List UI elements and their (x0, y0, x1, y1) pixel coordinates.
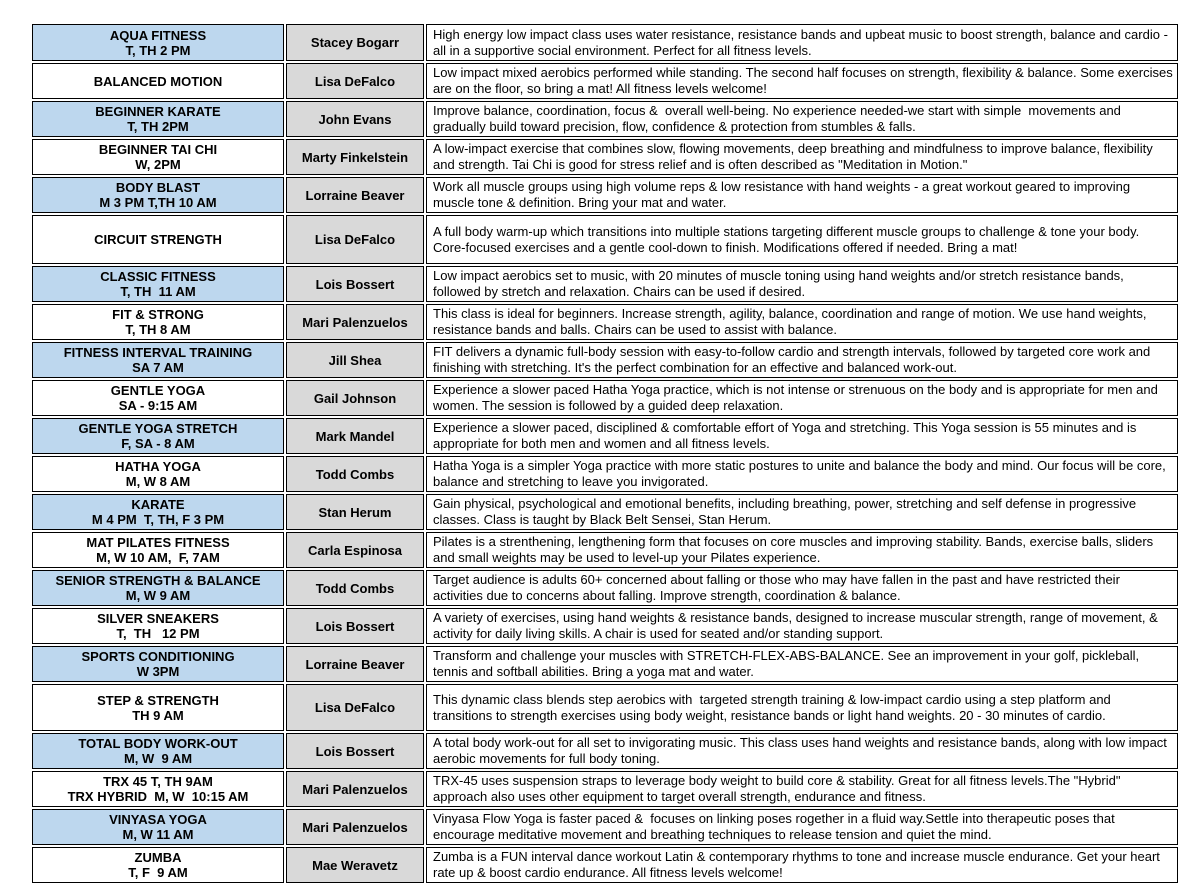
class-schedule: SA - 9:15 AM (118, 398, 198, 413)
description-cell: TRX-45 uses suspension straps to leverage body weight to build core & stability. Great for all fitness levels.The "Hybrid" approach also uses other equipment to target overall strength, endurance and fitness. (426, 771, 1178, 807)
table-row (32, 63, 1178, 99)
class-schedule: TRX HYBRID M, W 10:15 AM (67, 789, 249, 804)
class-schedule: T, TH 11 AM (120, 284, 196, 299)
class-name-cell (32, 733, 284, 769)
class-name: AQUA FITNESS (109, 27, 207, 43)
description-cell: Vinyasa Flow Yoga is faster paced & focuses on linking poses rogether in a fluid way.Settle into therapeutic poses that encourage meditative movement and breathing techniques to release tension and quiet the mind. (426, 809, 1178, 845)
description-cell: FIT delivers a dynamic full-body session with easy-to-follow cardio and strength intervals, followed by targeted core work and finishing with stretching. It's the perfect combination for an effective and balanced work-out. (426, 342, 1178, 378)
description-cell: Low impact mixed aerobics performed while standing. The second half focuses on strength, flexibility & balance. Some exercises are on the floor, so bring a mat! All fitness levels welcome! (426, 63, 1178, 99)
table-row (32, 456, 1178, 492)
class-name-cell (32, 380, 284, 416)
class-schedule: W 3PM (136, 664, 180, 679)
class-schedule: M, W 9 AM (125, 588, 191, 603)
instructor-cell: Mae Weravetz (286, 847, 424, 883)
class-name-cell (32, 177, 284, 213)
table-row (32, 733, 1178, 769)
instructor-cell: Mari Palenzuelos (286, 304, 424, 340)
table-row (32, 494, 1178, 530)
description-cell: Experience a slower paced, disciplined & comfortable effort of Yoga and stretching. This Yoga session is 55 minutes and is appropriate for both men and women and all fitness levels. (426, 418, 1178, 454)
table-row (32, 215, 1178, 264)
description-cell: A variety of exercises, using hand weights & resistance bands, designed to increase muscular strength, range of movement, & activity for daily living skills. A chair is used for seated and/or standing support. (426, 608, 1178, 644)
class-schedule: T, TH 12 PM (116, 626, 200, 641)
table-row (32, 266, 1178, 302)
instructor-cell: Lois Bossert (286, 608, 424, 644)
table-row (32, 380, 1178, 416)
instructor-cell: Lois Bossert (286, 266, 424, 302)
class-name: CLASSIC FITNESS (100, 269, 216, 284)
instructor-cell: Lisa DeFalco (286, 684, 424, 731)
table-row (32, 24, 1178, 61)
class-schedule: W, 2PM (135, 157, 181, 172)
table-row (32, 101, 1178, 137)
description-cell: Work all muscle groups using high volume reps & low resistance with hand weights - a great workout geared to improving muscle tone & definition. Bring your mat and water. (426, 177, 1178, 213)
instructor-cell: Gail Johnson (286, 380, 424, 416)
instructor-cell: Carla Espinosa (286, 532, 424, 568)
class-name-cell (32, 304, 284, 340)
class-name-cell (32, 266, 284, 302)
class-schedule: M, W 9 AM (123, 751, 193, 766)
class-name-cell (32, 101, 284, 137)
description-cell: High energy low impact class uses water resistance, resistance bands and upbeat music to boost strength, balance and cardio - all in a supportive social environment. Perfect for all fitness levels. (426, 24, 1178, 61)
description-cell: Target audience is adults 60+ concerned about falling or those who may have fallen in the past and have restricted their activities due to concerns about falling. Improve strength, coordination & balance. (426, 570, 1178, 606)
instructor-cell: Marty Finkelstein (286, 139, 424, 175)
class-name-cell (32, 24, 284, 61)
class-schedule: M, W 8 AM (125, 474, 191, 489)
description-cell: This class is ideal for beginners. Increase strength, agility, balance, coordination and range of motion. We use hand weights, resistance bands and balls. Chairs can be used to assist with balance. (426, 304, 1178, 340)
class-name-cell (32, 771, 284, 807)
class-name: STEP & STRENGTH (97, 692, 219, 708)
table-row (32, 847, 1178, 883)
instructor-cell: Lisa DeFalco (286, 63, 424, 99)
class-schedule: SA 7 AM (132, 360, 184, 375)
description-cell: Gain physical, psychological and emotional benefits, including breathing, power, stretching and self defense in progressive classes. Class is taught by Black Belt Sensei, Stan Herum. (426, 494, 1178, 530)
class-name: GENTLE YOGA (110, 383, 206, 398)
instructor-cell: Lorraine Beaver (286, 646, 424, 682)
description-cell: This dynamic class blends step aerobics with targeted strength training & low-impact cardio using a step platform and transitions to strength exercises using body weight, resistance bands or light hand weights. 20 - 30 minutes of cardio. (426, 684, 1178, 731)
class-name-cell (32, 809, 284, 845)
table-row (32, 177, 1178, 213)
class-schedule: M, W 10 AM, F, 7AM (96, 550, 220, 565)
instructor-cell: Lorraine Beaver (286, 177, 424, 213)
class-schedule: F, SA - 8 AM (121, 436, 195, 451)
class-name: SPORTS CONDITIONING (81, 649, 235, 664)
class-name: HATHA YOGA (115, 459, 201, 474)
class-name-cell (32, 684, 284, 731)
table-row (32, 304, 1178, 340)
table-row (32, 646, 1178, 682)
class-name-cell (32, 532, 284, 568)
instructor-cell: Mari Palenzuelos (286, 809, 424, 845)
instructor-cell: Stan Herum (286, 494, 424, 530)
class-schedule: T, TH 2 PM (125, 42, 191, 58)
class-name: TOTAL BODY WORK-OUT (78, 736, 238, 751)
class-name: SILVER SNEAKERS (97, 611, 219, 626)
class-name: BEGINNER KARATE (95, 104, 221, 119)
description-cell: Hatha Yoga is a simpler Yoga practice with more static postures to unite and balance the body and mind. Our focus will be core, balance and stretching to leave you invigorated. (426, 456, 1178, 492)
description-cell: Transform and challenge your muscles with STRETCH-FLEX-ABS-BALANCE. See an improvement in your golf, pickleball, tennis and softball abilities. Bring a yoga mat and water. (426, 646, 1178, 682)
description-cell: A full body warm-up which transitions into multiple stations targeting different muscle groups to challenge & tone your body. Core-focused exercises and a gentle cool-down to finish. Modifications offered if needed. Bring a mat! (426, 215, 1178, 264)
class-name-cell (32, 456, 284, 492)
table-row (32, 139, 1178, 175)
instructor-cell: Todd Combs (286, 456, 424, 492)
class-name-cell (32, 570, 284, 606)
instructor-cell: Todd Combs (286, 570, 424, 606)
description-cell: Experience a slower paced Hatha Yoga practice, which is not intense or strenuous on the body and is appropriate for men and women. The session is followed by a guided deep relaxation. (426, 380, 1178, 416)
class-schedule: M 4 PM T, TH, F 3 PM (91, 512, 225, 527)
description-cell: Improve balance, coordination, focus & overall well-being. No experience needed-we start with simple movements and gradually build toward precision, flow, confidence & protection from stumbles & falls. (426, 101, 1178, 137)
class-name: SENIOR STRENGTH & BALANCE (55, 573, 261, 588)
class-name-cell (32, 646, 284, 682)
table-row (32, 608, 1178, 644)
class-schedule: M, W 11 AM (122, 827, 194, 842)
instructor-cell: Mari Palenzuelos (286, 771, 424, 807)
class-name: GENTLE YOGA STRETCH (78, 421, 238, 436)
table-body (32, 24, 1178, 883)
description-cell: Low impact aerobics set to music, with 20 minutes of muscle toning using hand weights and/or stretch resistance bands, followed by stretch and relaxation. Chairs can be used if desired. (426, 266, 1178, 302)
class-schedule: T, TH 2PM (127, 119, 189, 134)
class-schedule: T, TH 8 AM (125, 322, 191, 337)
class-name-cell (32, 847, 284, 883)
description-cell: A total body work-out for all set to invigorating music. This class uses hand weights and resistance bands, along with low impact aerobic movements for full body toning. (426, 733, 1178, 769)
table-row (32, 532, 1178, 568)
instructor-cell: Mark Mandel (286, 418, 424, 454)
class-schedule-table (30, 22, 1180, 885)
instructor-cell: Lisa DeFalco (286, 215, 424, 264)
class-name: TRX 45 T, TH 9AM (103, 774, 213, 789)
table-row (32, 570, 1178, 606)
instructor-cell: Jill Shea (286, 342, 424, 378)
table-row (32, 771, 1178, 807)
description-cell: Pilates is a strenthening, lengthening form that focuses on core muscles and improving stability. Bands, exercise balls, sliders and small weights may be used to level-up your Pilates experience. (426, 532, 1178, 568)
class-name: FITNESS INTERVAL TRAINING (63, 345, 253, 360)
table-row (32, 809, 1178, 845)
description-cell: Zumba is a FUN interval dance workout Latin & contemporary rhythms to tone and increase muscle endurance. Get your heart rate up & boost cardio endurance. All fitness levels welcome! (426, 847, 1178, 883)
class-schedule: M 3 PM T,TH 10 AM (99, 195, 217, 210)
description-cell: A low-impact exercise that combines slow, flowing movements, deep breathing and mindfulness to improve balance, flexibility and strength. Tai Chi is good for stress relief and is often described as "Meditation in Motion." (426, 139, 1178, 175)
class-name: VINYASA YOGA (109, 812, 207, 827)
class-name-cell (32, 139, 284, 175)
table-row (32, 342, 1178, 378)
class-name: BALANCED MOTION (93, 73, 223, 89)
class-name: FIT & STRONG (112, 307, 204, 322)
class-name-cell (32, 494, 284, 530)
class-schedule: T, F 9 AM (128, 865, 188, 880)
class-schedule: TH 9 AM (132, 707, 184, 723)
table-row (32, 418, 1178, 454)
class-name: BODY BLAST (115, 180, 201, 195)
class-name: BEGINNER TAI CHI (98, 142, 218, 157)
instructor-cell: Lois Bossert (286, 733, 424, 769)
class-name: MAT PILATES FITNESS (86, 535, 230, 550)
class-name: KARATE (131, 497, 185, 512)
class-name-cell (32, 418, 284, 454)
class-name: CIRCUIT STRENGTH (94, 232, 222, 247)
class-name-cell (32, 215, 284, 264)
instructor-cell: John Evans (286, 101, 424, 137)
instructor-cell: Stacey Bogarr (286, 24, 424, 61)
class-name-cell (32, 63, 284, 99)
class-name-cell (32, 608, 284, 644)
table-row (32, 684, 1178, 731)
class-name: ZUMBA (134, 850, 182, 865)
class-name-cell (32, 342, 284, 378)
